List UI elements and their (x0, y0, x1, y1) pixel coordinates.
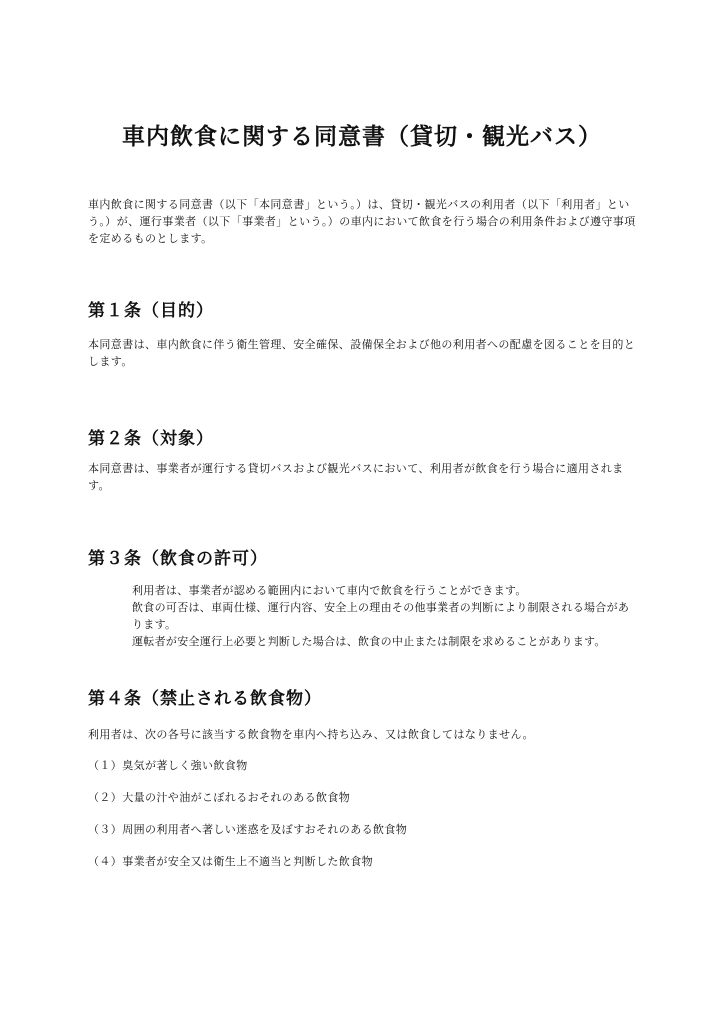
article-3-heading: 第３条（飲食の許可） (88, 549, 268, 569)
article-3-line-1: 利用者は、事業者が認める範囲内において車内で飲食を行うことができます。 (132, 584, 527, 597)
article-4-body: 利用者は、次の各号に該当する飲食物を車内へ持ち込み、又は飲食してはなりません。 (88, 728, 534, 741)
article-3-line-3: 運転者が安全運行上必要と判断した場合は、飲食の中止または制限を求めることがあります。 (132, 635, 606, 648)
list-item: （３）周囲の利用者へ著しい迷惑を及ぼすおそれのある飲食物 (88, 823, 408, 836)
article-3-line-2: 飲食の可否は、車両仕様、運行内容、安全上の理由その他事業者の判断により制限される場合があります。 (132, 601, 630, 631)
list-item: （２）大量の汁や油がこぼれるおそれのある飲食物 (88, 791, 351, 804)
list-item: （１）臭気が著しく強い飲食物 (88, 759, 248, 772)
article-4-heading: 第４条（禁止される飲食物） (88, 689, 322, 709)
article-2-body: 本同意書は、事業者が運行する貸切バスおよび観光バスにおいて、利用者が飲食を行う場合に適用されます。 (88, 462, 624, 492)
intro-paragraph: 車内飲食に関する同意書（以下「本同意書」という。）は、貸切・観光バスの利用者（以下「利用者」という。）が、運行事業者（以下「事業者」という。）の車内において飲食を行う場合の利用条件および遵守事項を定めるものとします。 (88, 198, 636, 245)
article-3-body (132, 582, 642, 650)
article-1-body: 本同意書は、車内飲食に伴う衛生管理、安全確保、設備保全および他の利用者への配慮を図ることを目的とします。 (88, 338, 636, 368)
article-2-heading: 第２条（対象） (88, 429, 214, 449)
article-1-heading: 第１条（目的） (88, 301, 214, 321)
document-title: 車内飲食に関する同意書（貸切・観光バス） (122, 124, 602, 150)
list-item: （４）事業者が安全又は衛生上不適当と判断した飲食物 (88, 855, 373, 868)
